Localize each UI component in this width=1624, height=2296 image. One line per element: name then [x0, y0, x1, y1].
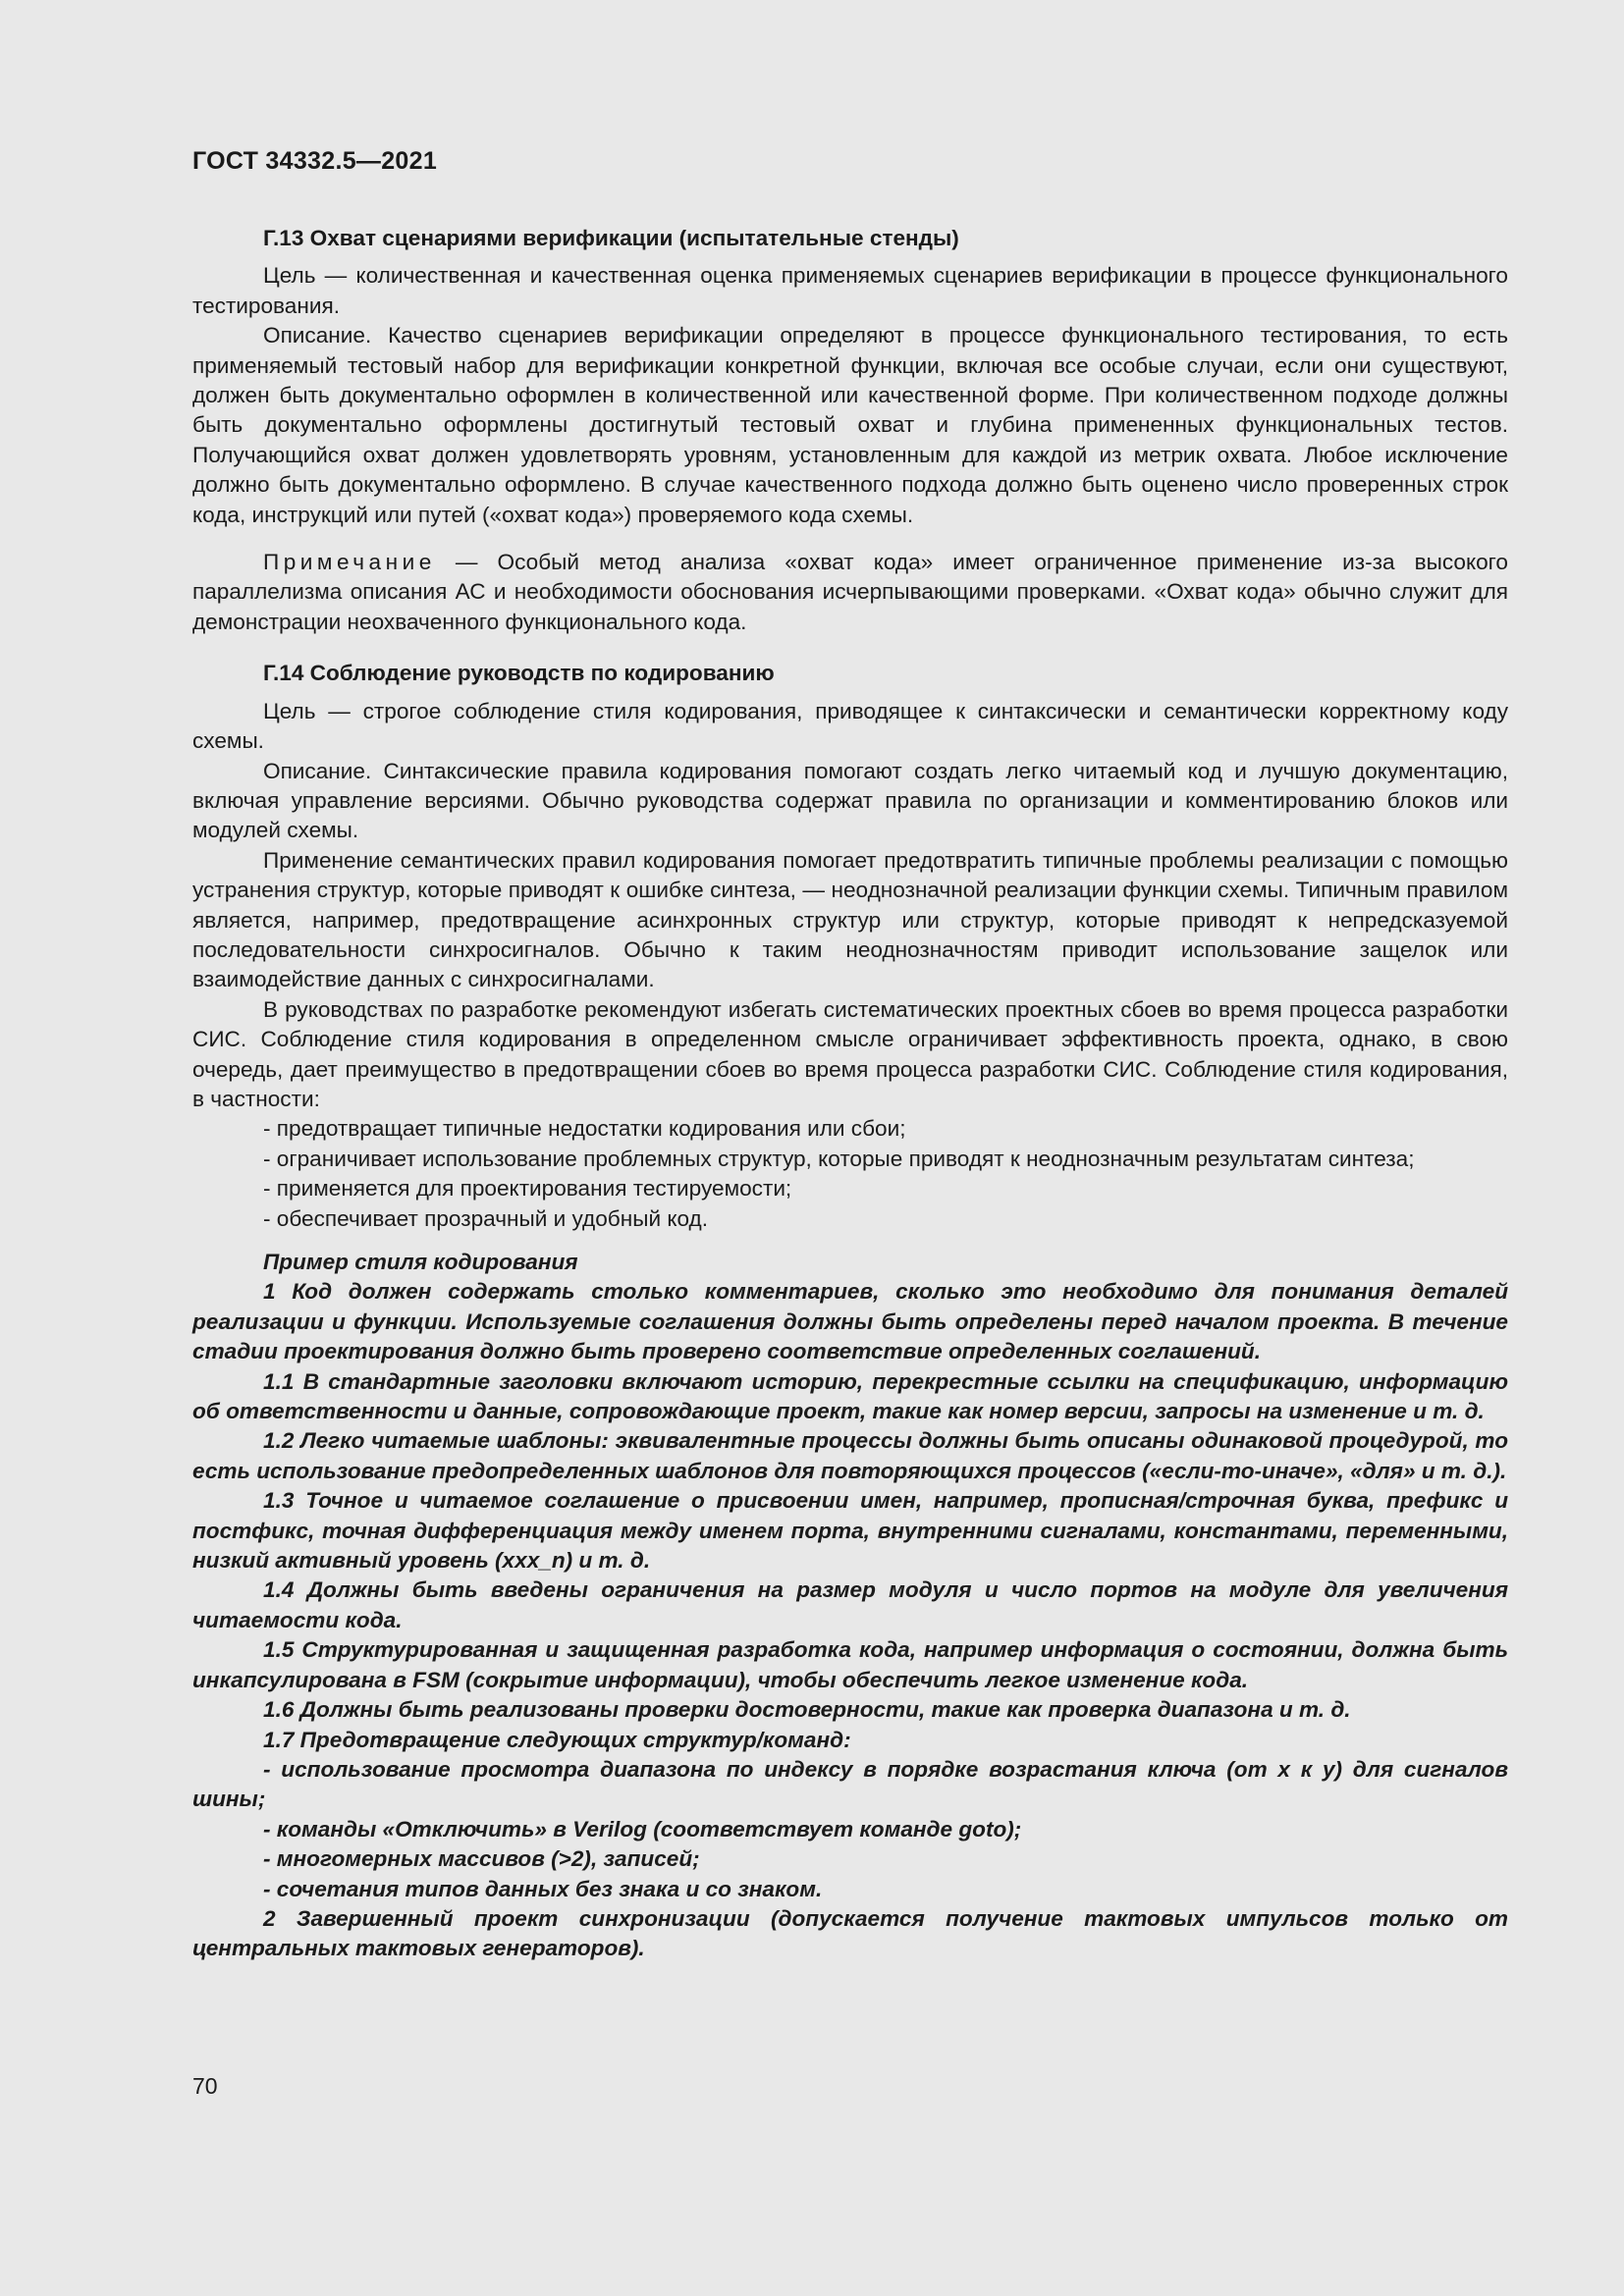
list-item: - применяется для проектирования тестируемости;: [263, 1176, 792, 1201]
section-g13-note: [192, 548, 1508, 637]
note-text: — Особый метод анализа «охват кода» имеет ограниченное применение из-за высокого параллелизма описания АС и необходимости обоснования исчерпывающими проверками. «Охват кода» обычно служит для демонстрации неохваченного функционального кода.: [192, 550, 1508, 634]
section-g13-goal: Цель — количественная и качественная оценка применяемых сценариев верификации в процессе функционального тестирования.: [192, 263, 1508, 318]
example-item: 1.5 Структурированная и защищенная разработка кода, например информация о состоянии, должна быть инкапсулирована в FSM (сокрытие информации), чтобы обеспечить легкое изменение кода.: [192, 1637, 1508, 1692]
list-item: - предотвращает типичные недостатки кодирования или сбои;: [263, 1116, 906, 1142]
section-g14-semantic-rules: Применение семантических правил кодирования помогает предотвратить типичные проблемы реализации с помощью устранения структур, которые приводят к ошибке синтеза, — неоднозначной реализации функции схемы. Типичным правилом является, например, предотвращение асинхронных структур или структур, которые приводят к непредсказуемой последовательности синхросигналов. Обычно к таким неоднозначностям приводит использование защелок или взаимодействие данных с синхросигналами.: [192, 847, 1508, 992]
coding-style-example: [192, 1248, 1508, 1964]
example-item: 1 Код должен содержать столько комментариев, сколько это необходимо для понимания деталей реализации и функции. Используемые соглашения должны быть определены перед началом проекта. В течение стадии проектирования должно быть проверено соответствие определенных соглашений.: [192, 1279, 1508, 1364]
document-standard-id: ГОСТ 34332.5—2021: [192, 147, 438, 175]
example-item: - сочетания типов данных без знака и со знаком.: [263, 1876, 823, 1901]
list-item: - ограничивает использование проблемных структур, которые приводят к неоднозначным результатам синтеза;: [263, 1146, 1415, 1171]
example-item: 1.2 Легко читаемые шаблоны: эквивалентные процессы должны быть описаны одинаковой процедурой, то есть использование предопределенных шаблонов для повторяющихся процессов («если-то-иначе», «для» и т. д.).: [192, 1428, 1508, 1483]
example-item: 2 Завершенный проект синхронизации (допускается получение тактовых импульсов только от центральных тактовых генераторов).: [192, 1905, 1508, 1961]
document-body: [192, 224, 1508, 1964]
page-number: 70: [192, 2073, 218, 2099]
example-item: - команды «Отключить» в Verilog (соответствует команде goto);: [263, 1816, 1022, 1842]
example-item: 1.1 В стандартные заголовки включают историю, перекрестные ссылки на спецификацию, информацию об ответственности и данные, сопровождающие проект, такие как номер версии, запросы на изменение и т. д.: [192, 1368, 1508, 1424]
section-g14-description: Описание. Синтаксические правила кодирования помогают создать легко читаемый код и лучшую документацию, включая управление версиями. Обычно руководства содержат правила по организации и комментированию блоков или модулей схемы.: [192, 758, 1508, 843]
example-item: 1.6 Должны быть реализованы проверки достоверности, такие как проверка диапазона и т. д.: [263, 1697, 1351, 1723]
section-g14-guidelines: В руководствах по разработке рекомендуют избегать систематических проектных сбоев во время процесса разработки СИС. Соблюдение стиля кодирования в определенном смысле ограничивает эффективность проекта, однако, в свою очередь, дает преимущество в предотвращении сбоев во время процесса разработки СИС. Соблюдение стиля кодирования, в частности:: [192, 996, 1508, 1111]
example-item: 1.3 Точное и читаемое соглашение о присвоении имен, например, прописная/строчная буква, префикс и постфикс, точная дифференциация между именем порта, внутренними сигналами, константами, переменными, низкий активный уровень (xxx_n) и т. д.: [192, 1488, 1508, 1574]
section-heading-g14: Г.14 Соблюдение руководств по кодированию: [263, 661, 775, 686]
example-item: 1.4 Должны быть введены ограничения на размер модуля и число портов на модуле для увеличения читаемости кода.: [192, 1577, 1508, 1632]
example-item: - многомерных массивов (>2), записей;: [263, 1846, 700, 1872]
example-item: 1.7 Предотвращение следующих структур/команд:: [263, 1727, 851, 1752]
example-title: Пример стиля кодирования: [263, 1250, 578, 1274]
section-g13-description: Описание. Качество сценариев верификации определяют в процессе функционального тестирования, то есть применяемый тестовый набор для верификации конкретной функции, включая все особые случаи, если они существуют, должен быть документально оформлен в количественной или качественной форме. При количественном подходе должны быть документально оформлены достигнутый тестовый охват и глубина примененных функциональных тестов. Получающийся охват должен удовлетворять уровням, установленным для каждой из метрик охвата. Любое исключение должно быть документально оформлено. В случае качественного подхода должно быть оценено число проверенных строк кода, инструкций или путей («охват кода») проверяемого кода схемы.: [192, 323, 1508, 527]
example-item: - использование просмотра диапазона по индексу в порядке возрастания ключа (от х к у) для сигналов шины;: [192, 1756, 1508, 1812]
section-g14-goal: Цель — строгое соблюдение стиля кодирования, приводящее к синтаксически и семантически корректному коду схемы.: [192, 698, 1508, 754]
note-label: Примечание: [263, 550, 436, 575]
section-heading-g13: Г.13 Охват сценариями верификации (испытательные стенды): [263, 226, 959, 250]
list-item: - обеспечивает прозрачный и удобный код.: [263, 1205, 709, 1231]
